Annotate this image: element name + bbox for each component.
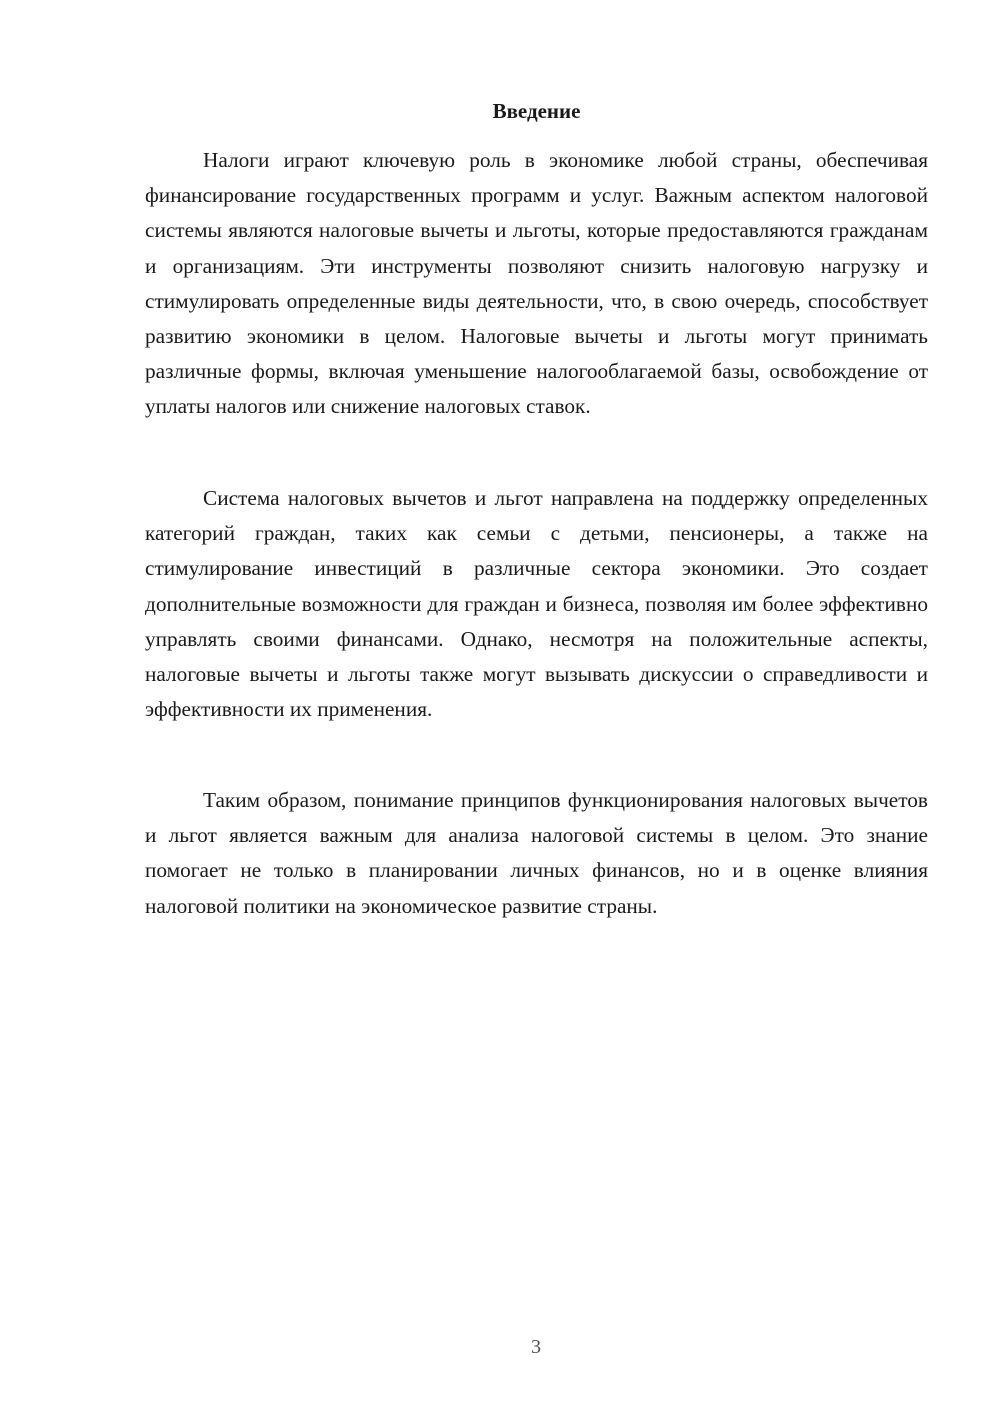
- paragraph-1: Налоги играют ключевую роль в экономике любой страны, обеспечивая финансирование государственных программ и услуг. Важным аспектом налоговой системы являются налоговые вычеты и льготы, которые предоставляются гражданам и организациям. Эти инструменты позволяют снизить налоговую нагрузку и стимулировать определенные виды деятельности, что, в свою очередь, способствует развитию экономики в целом. Налоговые вычеты и льготы могут принимать различные формы, включая уменьшение налогооблагаемой базы, освобождение от уплаты налогов или снижение налоговых ставок.: [145, 148, 928, 419]
- page-title: Введение: [492, 99, 581, 123]
- page-number: 3: [531, 1336, 541, 1358]
- paragraph-3: Таким образом, понимание принципов функционирования налоговых вычетов и льгот является важным для анализа налоговой системы в целом. Это знание помогает не только в планировании личных финансов, но и в оценке влияния налоговой политики на экономическое развитие страны.: [145, 788, 928, 918]
- paragraph-2: Система налоговых вычетов и льгот направлена на поддержку определенных категорий граждан, таких как семьи с детьми, пенсионеры, а также на стимулирование инвестиций в различные сектора экономики. Это создает дополнительные возможности для граждан и бизнеса, позволяя им более эффективно управлять своими финансами. Однако, несмотря на положительные аспекты, налоговые вычеты и льготы также могут вызывать дискуссии о справедливости и эффективности их применения.: [145, 486, 928, 722]
